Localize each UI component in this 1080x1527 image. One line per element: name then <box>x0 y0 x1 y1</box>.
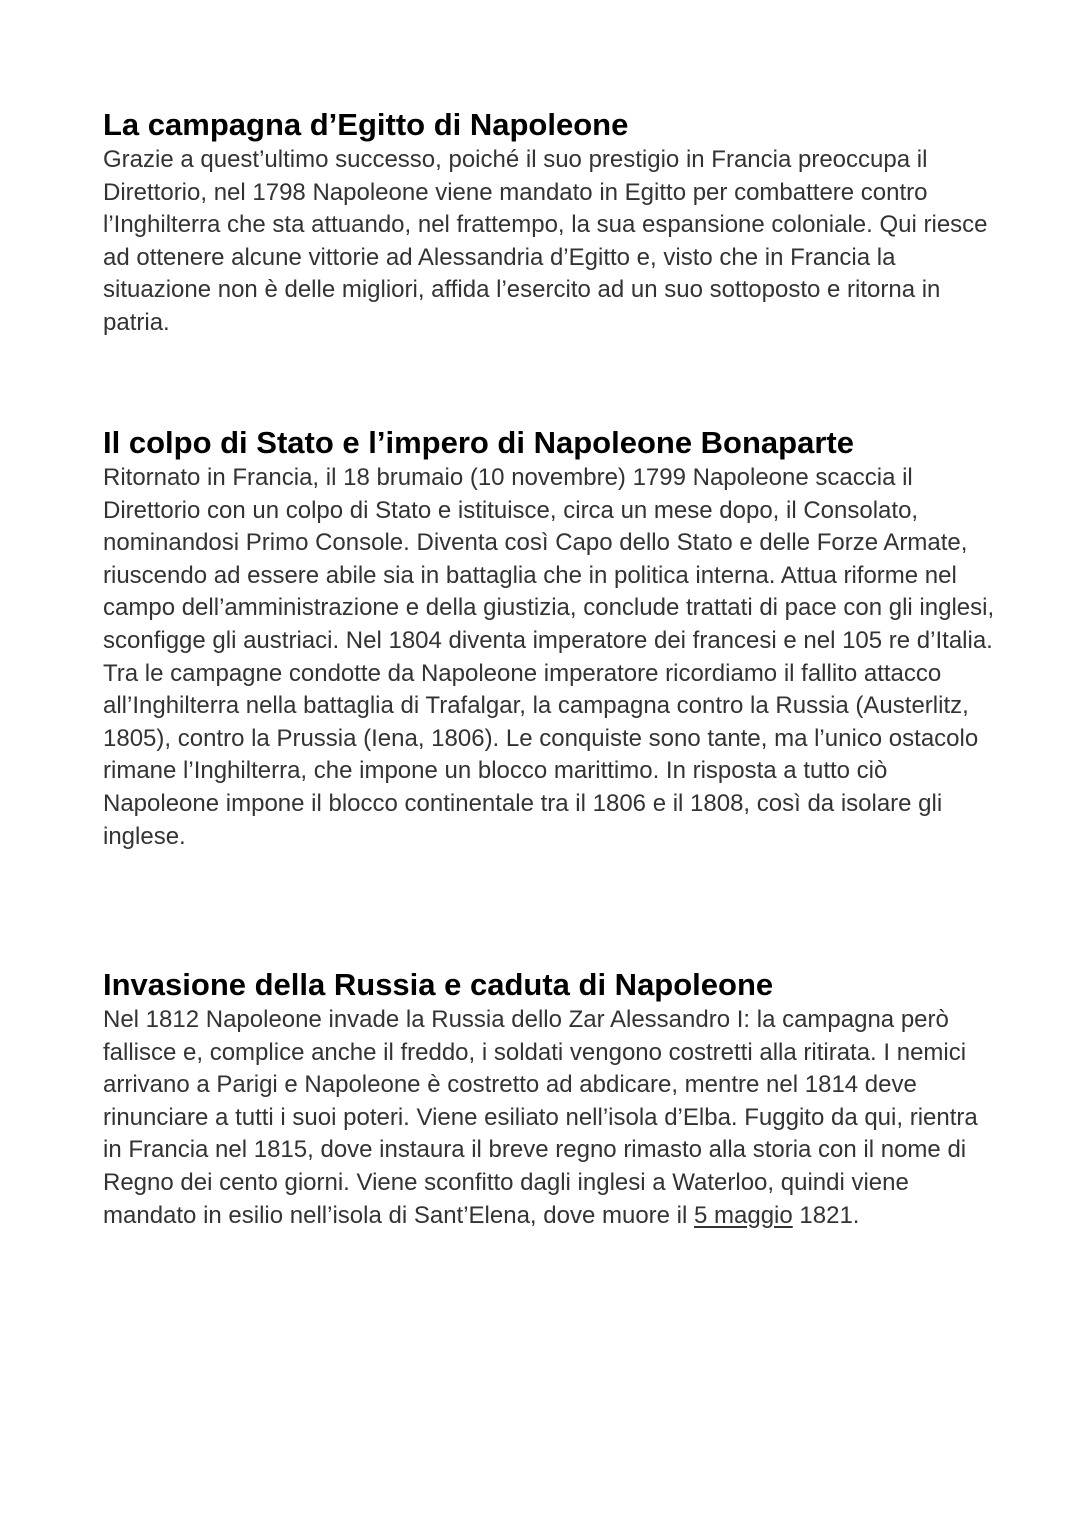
body-text-after-link: 1821. <box>792 1201 860 1229</box>
section-title: Invasione della Russia e caduta di Napoleone <box>103 967 774 1002</box>
section-body: Grazie a quest’ultimo successo, poiché il suo prestigio in Francia preoccupa il Direttorio, nel 1798 Napoleone viene mandato in Egitto per combattere contro l’Inghilterra che sta attuando, nel frattempo, la sua espansione coloniale. Qui riesce ad ottenere alcune vittorie ad Alessandria d’Egitto e, visto che in Francia la situazione non è delle migliori, affida l’esercito ad un suo sottoposto e ritorna in patria. <box>103 146 988 336</box>
section-egypt-campaign <box>103 106 1003 340</box>
section-coup-and-empire <box>103 424 1003 853</box>
body-text-before-link: Nel 1812 Napoleone invade la Russia dello Zar Alessandro I: la campagna però fallisce e, complice anche il freddo, i soldati vengono costretti alla ritirata. I nemici arrivano a Parigi e Napoleone è costretto ad abdicare, mentre nel 1814 deve rinunciare a tutti i suoi poteri. Viene esiliato nell’isola d’Elba. Fuggito da qui, rientra in Francia nel 1815, dove instaura il breve regno rimasto alla storia con il nome di Regno dei cento giorni. Viene sconfitto dagli inglesi a Waterloo, quindi viene mandato in esilio nell’isola di Sant’Elena, dove muore il <box>103 1006 978 1229</box>
section-body <box>103 1004 1003 1232</box>
date-link[interactable]: 5 maggio <box>694 1201 793 1229</box>
section-title: La campagna d’Egitto di Napoleone <box>103 107 629 142</box>
section-russia-invasion-and-fall <box>103 966 1003 1232</box>
section-title: Il colpo di Stato e l’impero di Napoleone Bonaparte <box>103 425 854 460</box>
section-body: Ritornato in Francia, il 18 brumaio (10 novembre) 1799 Napoleone scaccia il Direttorio con un colpo di Stato e istituisce, circa un mese dopo, il Consolato, nominandosi Primo Console. Diventa così Capo dello Stato e delle Forze Armate, riuscendo ad essere abile sia in battaglia che in politica interna. Attua riforme nel campo dell’amministrazione e della giustizia, conclude trattati di pace con gli inglesi, sconfigge gli austriaci. Nel 1804 diventa imperatore dei francesi e nel 105 re d’Italia. Tra le campagne condotte da Napoleone imperatore ricordiamo il fallito attacco all’Inghilterra nella battaglia di Trafalgar, la campagna contro la Russia (Austerlitz, 1805), contro la Prussia (Iena, 1806). Le conquiste sono tante, ma l’unico ostacolo rimane l’Inghilterra, che impone un blocco marittimo. In risposta a tutto ciò Napoleone impone il blocco continentale tra il 1806 e il 1808, così da isolare gli inglese. <box>103 464 995 850</box>
